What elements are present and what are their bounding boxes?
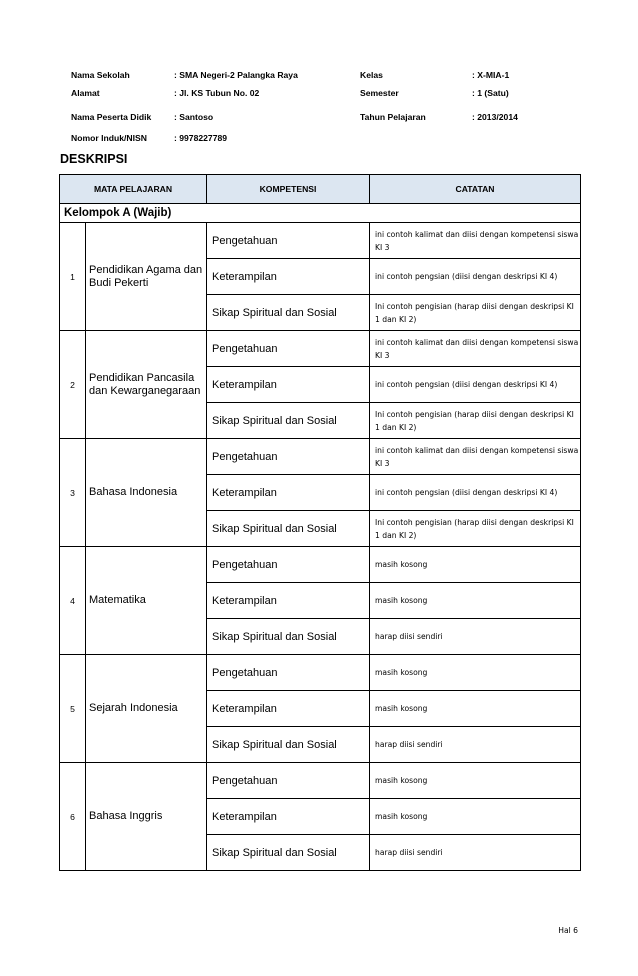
label-semester: Semester: [360, 88, 399, 98]
subject-name: Pendidikan Pancasila dan Kewarganegaraan: [86, 331, 207, 439]
label-nomor-induk: Nomor Induk/NISN: [71, 133, 147, 143]
kompetensi-cell: Sikap Spiritual dan Sosial: [207, 619, 370, 655]
table-row: [60, 331, 581, 367]
label-kelas: Kelas: [360, 70, 383, 80]
catatan-cell: masih kosong: [370, 799, 581, 835]
table-row: [60, 763, 581, 799]
value-nomor-induk: : 9978227789: [174, 133, 228, 143]
subject-number: 6: [60, 763, 86, 871]
catatan-cell: ini contoh pengsian (diisi dengan deskripsi KI 4): [370, 475, 581, 511]
page-number: Hal 6: [558, 926, 578, 935]
kompetensi-cell: Keterampilan: [207, 367, 370, 403]
catatan-cell: Ini contoh pengisian (harap diisi dengan deskripsi KI 1 dan KI 2): [370, 295, 581, 331]
subject-name: Sejarah Indonesia: [86, 655, 207, 763]
table-row: [60, 655, 581, 691]
kompetensi-cell: Pengetahuan: [207, 655, 370, 691]
subject-name: Bahasa Inggris: [86, 763, 207, 871]
catatan-cell: masih kosong: [370, 655, 581, 691]
group-label: Kelompok A (Wajib): [60, 204, 581, 223]
kompetensi-cell: Sikap Spiritual dan Sosial: [207, 403, 370, 439]
subject-number: 1: [60, 223, 86, 331]
kompetensi-cell: Pengetahuan: [207, 331, 370, 367]
value-tahun: : 2013/2014: [472, 112, 518, 122]
kompetensi-cell: Sikap Spiritual dan Sosial: [207, 511, 370, 547]
kompetensi-cell: Keterampilan: [207, 691, 370, 727]
catatan-cell: Ini contoh pengisian (harap diisi dengan deskripsi KI 1 dan KI 2): [370, 403, 581, 439]
subject-name: Bahasa Indonesia: [86, 439, 207, 547]
table-header-row: [60, 175, 581, 204]
kompetensi-cell: Sikap Spiritual dan Sosial: [207, 835, 370, 871]
subject-number: 3: [60, 439, 86, 547]
kompetensi-cell: Pengetahuan: [207, 223, 370, 259]
header-catatan: CATATAN: [370, 175, 581, 204]
kompetensi-cell: Pengetahuan: [207, 763, 370, 799]
kompetensi-cell: Keterampilan: [207, 583, 370, 619]
table-row: [60, 547, 581, 583]
group-row: [60, 204, 581, 223]
catatan-cell: ini contoh pengsian (diisi dengan deskripsi KI 4): [370, 259, 581, 295]
kompetensi-cell: Keterampilan: [207, 259, 370, 295]
catatan-cell: harap diisi sendiri: [370, 835, 581, 871]
table-row: [60, 439, 581, 475]
catatan-cell: Ini contoh pengisian (harap diisi dengan deskripsi KI 1 dan KI 2): [370, 511, 581, 547]
label-nama-peserta: Nama Peserta Didik: [71, 112, 152, 122]
value-semester: : 1 (Satu): [472, 88, 509, 98]
catatan-cell: ini contoh pengsian (diisi dengan deskripsi KI 4): [370, 367, 581, 403]
value-nama-sekolah: : SMA Negeri-2 Palangka Raya: [174, 70, 298, 80]
subject-number: 5: [60, 655, 86, 763]
subject-name: Pendidikan Agama dan Budi Pekerti: [86, 223, 207, 331]
table-row: [60, 223, 581, 259]
value-nama-peserta: : Santoso: [174, 112, 214, 122]
deskripsi-table: [59, 174, 581, 871]
catatan-cell: ini contoh kalimat dan diisi dengan kompetensi siswa KI 3: [370, 223, 581, 259]
catatan-cell: masih kosong: [370, 763, 581, 799]
catatan-cell: masih kosong: [370, 583, 581, 619]
value-alamat: : Jl. KS Tubun No. 02: [174, 88, 260, 98]
subject-number: 2: [60, 331, 86, 439]
kompetensi-cell: Pengetahuan: [207, 547, 370, 583]
kompetensi-cell: Keterampilan: [207, 475, 370, 511]
subject-number: 4: [60, 547, 86, 655]
label-tahun: Tahun Pelajaran: [360, 112, 426, 122]
catatan-cell: ini contoh kalimat dan diisi dengan kompetensi siswa KI 3: [370, 331, 581, 367]
header-mata-pelajaran: MATA PELAJARAN: [60, 175, 207, 204]
label-nama-sekolah: Nama Sekolah: [71, 70, 130, 80]
kompetensi-cell: Pengetahuan: [207, 439, 370, 475]
catatan-cell: masih kosong: [370, 547, 581, 583]
section-title: DESKRIPSI: [60, 152, 128, 166]
catatan-cell: harap diisi sendiri: [370, 727, 581, 763]
catatan-cell: ini contoh kalimat dan diisi dengan kompetensi siswa KI 3: [370, 439, 581, 475]
kompetensi-cell: Keterampilan: [207, 799, 370, 835]
header-kompetensi: KOMPETENSI: [207, 175, 370, 204]
subject-name: Matematika: [86, 547, 207, 655]
kompetensi-cell: Sikap Spiritual dan Sosial: [207, 295, 370, 331]
label-alamat: Alamat: [71, 88, 100, 98]
catatan-cell: harap diisi sendiri: [370, 619, 581, 655]
catatan-cell: masih kosong: [370, 691, 581, 727]
value-kelas: : X-MIA-1: [472, 70, 510, 80]
kompetensi-cell: Sikap Spiritual dan Sosial: [207, 727, 370, 763]
